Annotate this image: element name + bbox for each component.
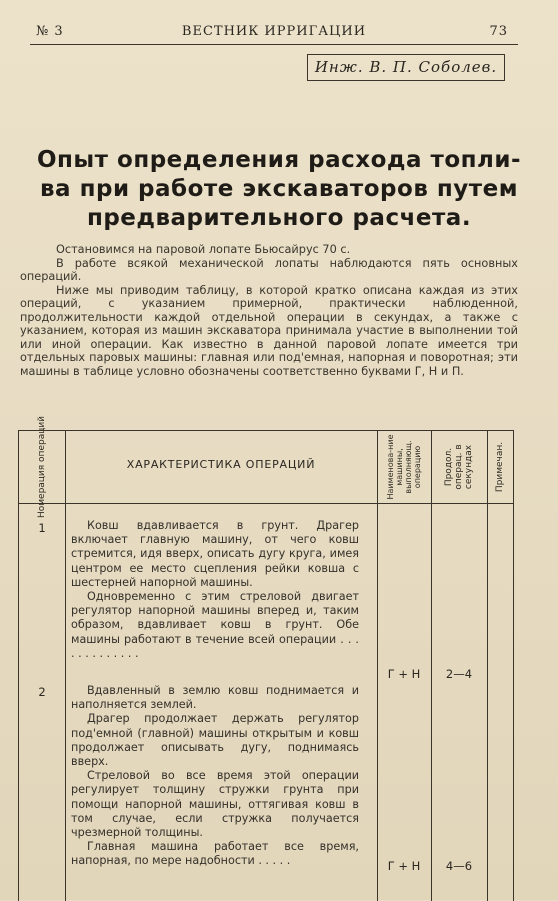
- issue-number: № 3: [36, 24, 64, 39]
- op-duration-2: 4—6: [445, 859, 473, 873]
- op-machines-2: Г + Н: [387, 859, 421, 873]
- description-paragraph: Драгер продолжает держать регулятор под'емной (главной) машины открытым и ковш продолжает описывать дугу, поднимаясь вверх.: [71, 712, 359, 769]
- page-number: 73: [489, 24, 508, 39]
- column-divider: [65, 431, 66, 901]
- op-duration-1: 2—4: [445, 667, 473, 681]
- op-description-1: [71, 519, 359, 661]
- op-number-2: 2: [38, 685, 46, 699]
- title-line: ва при работе экскаваторов путем: [40, 176, 518, 202]
- author-name: Инж. В. П. Соболев.: [314, 58, 498, 76]
- author-box: [307, 54, 505, 81]
- description-paragraph: Одновременно с этим стреловой двигает регулятор напорной машины вперед и, таким образом, вдавливает ковш в грунт. Обе машины работают в течение всей операции . . . . . . . . . . . . .: [71, 590, 359, 660]
- body-paragraph: Ниже мы приводим таблицу, в которой кратко описана каждая из этих операций, с указанием примерной, практически наблюденной, продолжительности каждой отдельной операции в секундах, а также с указанием, которая из машин экскаватора принимала участие в выполнении той или иной операции. Как известно в данной паровой лопате имеется три отдельных паровых машины: главная или под'емная, напорная и поворотная; эти машины в таблице условно обозначены соответственно буквами Г, Н и П.: [20, 283, 518, 378]
- title-line: предварительного расчета.: [86, 205, 472, 231]
- body-paragraph: Остановимся на паровой лопате Бьюсайрус 70 с.: [56, 243, 351, 256]
- description-paragraph: Стреловой во все время этой операции регулирует толщину стружки грунта при помощи напорной машины, оттягивая ковш в том случае, если стружка получается чрезмерной толщины.: [71, 769, 359, 840]
- header-characteristic: ХАРАКТЕРИСТИКА ОПЕРАЦИЙ: [126, 458, 316, 471]
- header-divider: [19, 503, 513, 504]
- article-title: [20, 146, 538, 233]
- article-body: [20, 243, 518, 378]
- op-machines-1: Г + Н: [387, 667, 421, 681]
- running-header: [30, 22, 518, 45]
- journal-title: ВЕСТНИК ИРРИГАЦИИ: [181, 24, 367, 39]
- op-description-2: [71, 684, 359, 869]
- header-duration: Продол. операц. в секундах: [444, 444, 474, 490]
- title-line: Опыт определения расхода топли-: [36, 147, 522, 173]
- description-paragraph: Вдавленный в землю ковш поднимается и наполняется землей.: [71, 684, 359, 712]
- description-paragraph: Ковш вдавливается в грунт. Драгер включает главную машину, от чего ковш стремится, идя вверх, описать дугу круга, имея центром ее место сцепления рейки ковша с шестерней напорной машины.: [71, 519, 359, 589]
- operations-table: [18, 415, 514, 901]
- header-notes: Примечан.: [495, 441, 505, 493]
- header-op-number: Номерация операций: [37, 415, 47, 519]
- op-number-1: 1: [38, 521, 46, 535]
- description-paragraph: Главная машина работает все время, напорная, по мере надобности . . . . .: [71, 840, 359, 868]
- body-paragraph: В работе всякой механической лопаты наблюдаются пять основных операций.: [20, 256, 518, 283]
- header-machines: Наименова-ние машины, выполняющ. операцию: [386, 434, 422, 500]
